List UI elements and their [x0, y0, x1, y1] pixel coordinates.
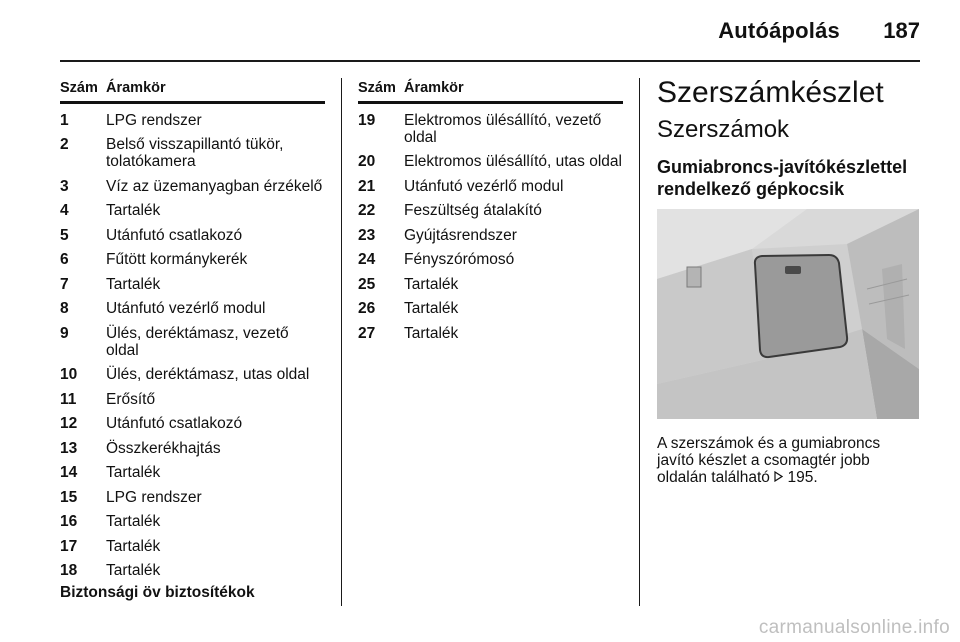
table-row	[60, 391, 325, 408]
subsubsection-title: Gumiabroncs-javítókészlettel rendelkező gépkocsik	[657, 157, 908, 199]
table-row	[60, 538, 325, 555]
table-row	[60, 136, 325, 170]
table-row	[358, 202, 623, 219]
fuse-number: 21	[358, 177, 376, 195]
table-row	[358, 276, 623, 293]
fuse-number: 16	[60, 513, 78, 530]
fuse-rows-left	[60, 112, 325, 580]
fuse-number: 3	[60, 177, 69, 195]
circuit-name: Ülés, deréktámasz, utas oldal	[106, 366, 310, 383]
fuse-number: 22	[358, 202, 376, 219]
table-row	[358, 300, 623, 317]
table-row	[60, 178, 325, 195]
table-row	[60, 562, 325, 579]
page-reference-icon	[774, 469, 783, 486]
circuit-name: Összkerékhajtás	[106, 439, 221, 457]
column-divider	[639, 78, 640, 606]
section-title: Szerszámkészlet	[657, 76, 884, 109]
circuit-name: Tartalék	[404, 324, 459, 342]
fuse-number: 19	[358, 111, 376, 129]
circuit-name: LPG rendszer	[106, 111, 202, 129]
photo-caption	[657, 435, 919, 486]
table-row	[60, 464, 325, 481]
fuse-number: 2	[60, 136, 69, 153]
circuit-name: Tartalék	[106, 202, 161, 219]
column-header-circuit: Áramkör	[404, 80, 464, 96]
page-number: 187	[883, 18, 920, 43]
table-row	[60, 415, 325, 432]
circuit-name: Utánfutó csatlakozó	[106, 415, 243, 432]
fuse-number: 1	[60, 111, 69, 129]
circuit-name: Feszültség átalakító	[404, 202, 542, 219]
header-rule	[60, 60, 920, 62]
circuit-name: Tartalék	[106, 537, 161, 555]
caption-page-ref: 195.	[787, 469, 818, 486]
table-row	[358, 178, 623, 195]
fuse-table-right	[358, 80, 623, 342]
caption-text: A szerszámok és a gumiabroncs javító készlet a csomagtér jobb oldalán található	[657, 435, 881, 486]
fuse-rows-right	[358, 112, 623, 342]
fuse-number: 17	[60, 537, 78, 555]
seatbelt-fuses-heading: Biztonsági öv biztosítékok	[60, 584, 255, 601]
fuse-number: 20	[358, 153, 376, 170]
column-divider	[341, 78, 342, 606]
fuse-number: 23	[358, 226, 376, 244]
fuse-number: 6	[60, 251, 69, 268]
fuse-number: 10	[60, 366, 78, 383]
circuit-name: Gyújtásrendszer	[404, 226, 517, 244]
circuit-name: Tartalék	[404, 275, 459, 293]
fuse-number: 18	[60, 562, 78, 579]
circuit-name: Tartalék	[106, 562, 161, 579]
circuit-name: Tartalék	[106, 464, 161, 481]
fuse-table-left	[60, 80, 325, 579]
table-row	[60, 112, 325, 129]
table-row	[60, 440, 325, 457]
table-row	[358, 153, 623, 170]
circuit-name: Elektromos ülésállító, vezető oldal	[404, 111, 602, 146]
fuse-number: 5	[60, 226, 69, 244]
circuit-name: Utánfutó vezérlő modul	[404, 177, 564, 195]
table-row	[358, 325, 623, 342]
table-row	[60, 300, 325, 317]
circuit-name: Elektromos ülésállító, utas oldal	[404, 153, 622, 170]
watermark: carmanualsonline.info	[758, 617, 950, 638]
fuse-number: 26	[358, 300, 376, 317]
page-header-title: Autóápolás	[718, 18, 840, 43]
circuit-name: LPG rendszer	[106, 488, 202, 506]
table-row	[60, 202, 325, 219]
table-row	[60, 325, 325, 359]
fuse-number: 15	[60, 488, 78, 506]
fuse-number: 12	[60, 415, 78, 432]
circuit-name: Tartalék	[106, 513, 161, 530]
circuit-name: Fűtött kormánykerék	[106, 251, 248, 268]
circuit-name: Belső visszapillantó tükör, tolatókamera	[106, 136, 284, 170]
table-row	[358, 227, 623, 244]
fuse-number: 8	[60, 300, 69, 317]
table-header	[358, 80, 623, 104]
circuit-name: Fényszórómosó	[404, 251, 515, 268]
table-row	[60, 366, 325, 383]
circuit-name: Utánfutó csatlakozó	[106, 226, 243, 244]
column-header-circuit: Áramkör	[106, 80, 166, 96]
circuit-name: Erősítő	[106, 390, 156, 408]
fuse-number: 25	[358, 275, 376, 293]
fuse-number: 27	[358, 324, 376, 342]
fuse-number: 11	[60, 390, 77, 408]
table-row	[60, 276, 325, 293]
table-row	[60, 513, 325, 530]
table-row	[60, 251, 325, 268]
fuse-number: 13	[60, 439, 78, 457]
table-header	[60, 80, 325, 104]
column-header-number: Szám	[60, 80, 98, 96]
trunk-side-panel-photo	[657, 209, 919, 419]
table-row	[358, 112, 623, 146]
fuse-number: 24	[358, 251, 376, 268]
table-row	[358, 251, 623, 268]
table-row	[60, 489, 325, 506]
fuse-number: 14	[60, 464, 78, 481]
circuit-name: Tartalék	[404, 300, 459, 317]
circuit-name: Tartalék	[106, 275, 161, 293]
subsection-title: Szerszámok	[657, 116, 790, 143]
circuit-name: Utánfutó vezérlő modul	[106, 300, 266, 317]
fuse-number: 7	[60, 275, 69, 293]
table-row	[60, 227, 325, 244]
circuit-name: Ülés, deréktámasz, vezető oldal	[106, 324, 289, 359]
column-header-number: Szám	[358, 80, 396, 96]
fuse-number: 9	[60, 324, 69, 342]
circuit-name: Víz az üzemanyagban érzékelő	[106, 177, 323, 195]
fuse-number: 4	[60, 202, 69, 219]
tool-kit-section	[657, 76, 919, 486]
